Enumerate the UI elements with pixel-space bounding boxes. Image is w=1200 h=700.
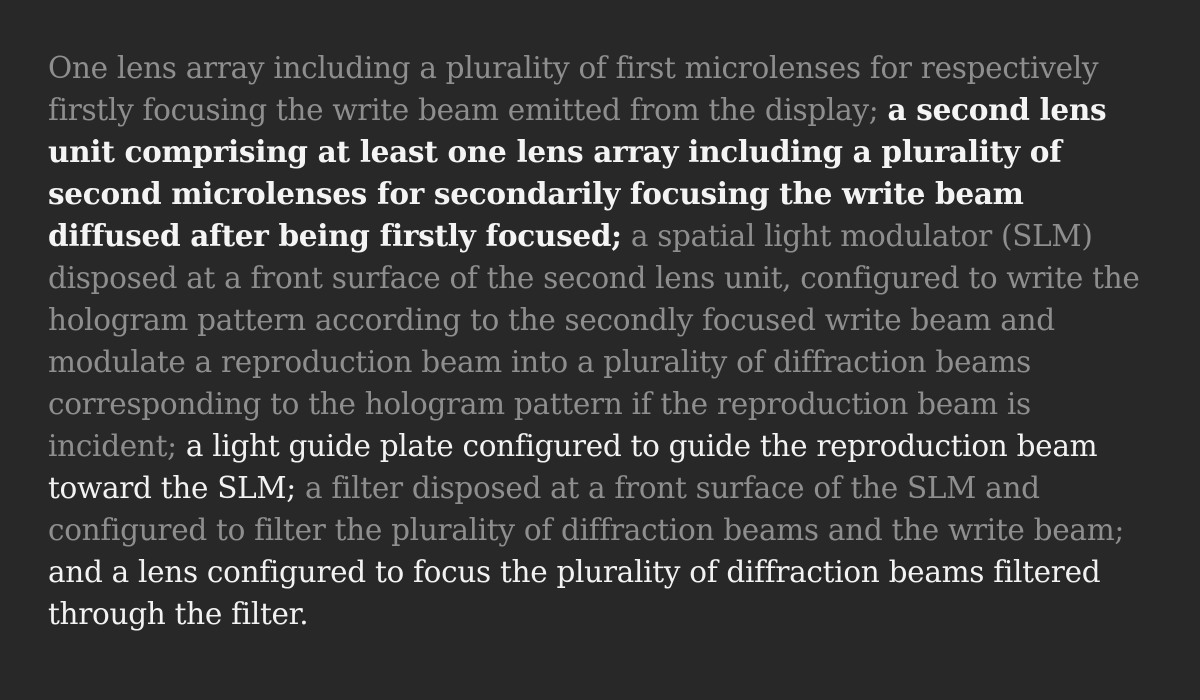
text-segment-focusing-lens: and a lens configured to focus the plurality of diffraction beams filtered through the filter. <box>48 555 1101 631</box>
claim-text-passage <box>48 47 1158 635</box>
text-segment-second-lens-unit: a second lens unit comprising at least one lens array including a plurality of second microlenses for secondarily focusing the write beam diffused after being firstly focused; <box>48 92 1107 253</box>
text-segment-filter: a filter disposed at a front surface of the SLM and configured to filter the plurality of diffraction beams and the write beam; <box>48 471 1125 547</box>
text-segment-first-lens-array: One lens array including a plurality of first microlenses for respectively firstly focusing the write beam emitted from the display; <box>48 51 1099 127</box>
text-segment-light-guide-plate: a light guide plate configured to guide the reproduction beam toward the SLM; <box>48 429 1098 505</box>
text-segment-spatial-light-modulator: a spatial light modulator (SLM) disposed at a front surface of the second lens unit, configured to write the hologram pattern according to the secondly focused write beam and modulate a reproduction beam into a plurality of diffraction beams corresponding to the hologram pattern if the reproduction beam is incident; <box>48 219 1140 463</box>
